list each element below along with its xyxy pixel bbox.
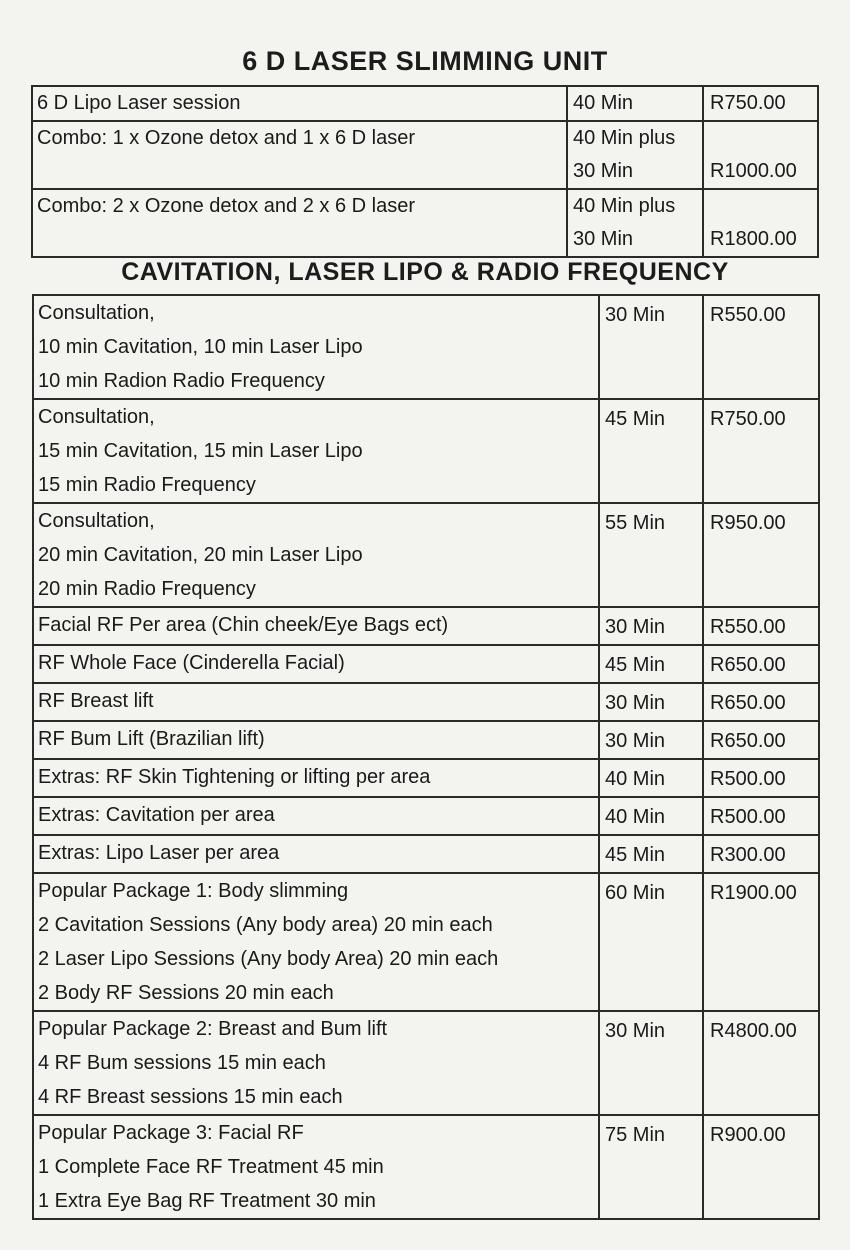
service-price: [703, 503, 819, 607]
duration-line: 45 Min: [605, 844, 666, 866]
service-duration: [567, 86, 703, 121]
duration-line: 40 Min plus: [573, 195, 676, 217]
price-value: R750.00: [710, 408, 786, 430]
price-value: R550.00: [710, 616, 786, 638]
price-value: R4800.00: [710, 1020, 797, 1042]
service-price: [703, 86, 818, 121]
service-description: [33, 683, 599, 721]
description-line: 1 Complete Face RF Treatment 45 min: [38, 1156, 384, 1178]
service-description: [33, 503, 599, 607]
service-price: [703, 645, 819, 683]
service-duration: [599, 1011, 703, 1115]
description-line: Consultation,: [38, 406, 155, 428]
description-line: 15 min Radio Frequency: [38, 474, 256, 496]
service-duration: [567, 121, 703, 189]
description-line: 15 min Cavitation, 15 min Laser Lipo: [38, 440, 363, 462]
duration-line: 40 Min: [605, 768, 666, 790]
service-description: [33, 295, 599, 399]
description-line: Popular Package 1: Body slimming: [38, 880, 349, 902]
service-duration: [599, 759, 703, 797]
duration-line: 30 Min: [573, 160, 634, 182]
duration-line: 30 Min: [605, 692, 666, 714]
service-price: [703, 399, 819, 503]
description-line: [37, 223, 562, 256]
service-price: [703, 1011, 819, 1115]
laser-slimming-table: [31, 85, 819, 258]
description-line: 1 Extra Eye Bag RF Treatment 30 min: [38, 1190, 376, 1212]
description-line: RF Breast lift: [38, 690, 154, 712]
service-description: [33, 645, 599, 683]
service-duration: [599, 721, 703, 759]
price-value: R650.00: [710, 692, 786, 714]
price-value: R650.00: [710, 730, 786, 752]
price-value: R900.00: [710, 1124, 786, 1146]
price-value: R550.00: [710, 304, 786, 326]
duration-line: 30 Min: [573, 228, 634, 250]
table-row: [33, 645, 819, 683]
table-row: [33, 759, 819, 797]
table-row: [32, 189, 818, 257]
service-duration: [599, 503, 703, 607]
service-price: [703, 683, 819, 721]
price-value: R1800.00: [710, 228, 797, 250]
cavitation-table: [32, 294, 820, 1220]
description-line: 10 min Cavitation, 10 min Laser Lipo: [38, 336, 363, 358]
service-description: [32, 121, 567, 189]
service-duration: [599, 607, 703, 645]
service-price: [703, 189, 818, 257]
price-value: R1900.00: [710, 882, 797, 904]
service-description: [33, 607, 599, 645]
price-value: R1000.00: [710, 160, 797, 182]
price-value: R500.00: [710, 806, 786, 828]
price-spacer: [710, 122, 813, 155]
service-description: [33, 835, 599, 873]
service-price: [703, 121, 818, 189]
service-duration: [599, 835, 703, 873]
description-line: Extras: Cavitation per area: [38, 804, 275, 826]
price-value: R650.00: [710, 654, 786, 676]
price-value: R500.00: [710, 768, 786, 790]
duration-line: 75 Min: [605, 1124, 666, 1146]
duration-line: 45 Min: [605, 408, 666, 430]
price-value: R750.00: [710, 92, 786, 114]
service-description: [33, 1011, 599, 1115]
price-value: R950.00: [710, 512, 786, 534]
table-row: [33, 295, 819, 399]
service-price: [703, 721, 819, 759]
table-row: [33, 1115, 819, 1219]
duration-line: 60 Min: [605, 882, 666, 904]
description-line: 2 Body RF Sessions 20 min each: [38, 982, 334, 1004]
description-line: Consultation,: [38, 510, 155, 532]
table-row: [32, 121, 818, 189]
description-line: 20 min Radio Frequency: [38, 578, 256, 600]
service-price: [703, 797, 819, 835]
duration-line: 30 Min: [605, 1020, 666, 1042]
service-duration: [599, 1115, 703, 1219]
table-row: [33, 1011, 819, 1115]
table-row: [33, 721, 819, 759]
description-line: Extras: Lipo Laser per area: [38, 842, 280, 864]
table-row: [33, 683, 819, 721]
service-description: [32, 189, 567, 257]
description-line: Popular Package 3: Facial RF: [38, 1122, 304, 1144]
table-row: [33, 835, 819, 873]
description-line: Combo: 1 x Ozone detox and 1 x 6 D laser: [37, 127, 415, 149]
duration-line: 30 Min: [605, 304, 666, 326]
description-line: 2 Cavitation Sessions (Any body area) 20 min each: [38, 914, 493, 936]
service-description: [33, 399, 599, 503]
service-price: [703, 873, 819, 1011]
description-line: Extras: RF Skin Tightening or lifting per area: [38, 766, 431, 788]
service-price: [703, 607, 819, 645]
service-duration: [567, 189, 703, 257]
section-title-cavitation: CAVITATION, LASER LIPO & RADIO FREQUENCY: [121, 258, 729, 286]
service-price: [703, 1115, 819, 1219]
duration-line: 40 Min: [573, 92, 634, 114]
table-row: [33, 399, 819, 503]
service-duration: [599, 295, 703, 399]
service-price: [703, 759, 819, 797]
duration-line: 30 Min: [605, 616, 666, 638]
description-line: 2 Laser Lipo Sessions (Any body Area) 20 min each: [38, 948, 499, 970]
service-description: [32, 86, 567, 121]
table-row: [33, 873, 819, 1011]
service-description: [33, 759, 599, 797]
table-row: [33, 607, 819, 645]
duration-line: 45 Min: [605, 654, 666, 676]
service-description: [33, 873, 599, 1011]
table-row: [33, 797, 819, 835]
duration-line: 55 Min: [605, 512, 666, 534]
description-line: Consultation,: [38, 302, 155, 324]
service-description: [33, 797, 599, 835]
service-duration: [599, 399, 703, 503]
service-duration: [599, 873, 703, 1011]
service-duration: [599, 683, 703, 721]
description-line: 10 min Radion Radio Frequency: [38, 370, 325, 392]
price-spacer: [710, 190, 813, 223]
duration-line: 40 Min plus: [573, 127, 676, 149]
service-duration: [599, 797, 703, 835]
table-row: [32, 86, 818, 121]
description-line: 4 RF Breast sessions 15 min each: [38, 1086, 343, 1108]
duration-line: 30 Min: [605, 730, 666, 752]
price-value: R300.00: [710, 844, 786, 866]
description-line: 4 RF Bum sessions 15 min each: [38, 1052, 326, 1074]
description-line: 6 D Lipo Laser session: [37, 92, 241, 114]
service-price: [703, 835, 819, 873]
description-line: RF Whole Face (Cinderella Facial): [38, 652, 345, 674]
service-description: [33, 721, 599, 759]
description-line: 20 min Cavitation, 20 min Laser Lipo: [38, 544, 363, 566]
service-duration: [599, 645, 703, 683]
service-price: [703, 295, 819, 399]
description-line: Popular Package 2: Breast and Bum lift: [38, 1018, 388, 1040]
description-line: Combo: 2 x Ozone detox and 2 x 6 D laser: [37, 195, 415, 217]
duration-line: 40 Min: [605, 806, 666, 828]
description-line: Facial RF Per area (Chin cheek/Eye Bags ect): [38, 614, 449, 636]
service-description: [33, 1115, 599, 1219]
table-row: [33, 503, 819, 607]
description-line: RF Bum Lift (Brazilian lift): [38, 728, 265, 750]
section-title-laser-slimming: 6 D LASER SLIMMING UNIT: [242, 46, 608, 76]
description-line: [37, 155, 562, 188]
